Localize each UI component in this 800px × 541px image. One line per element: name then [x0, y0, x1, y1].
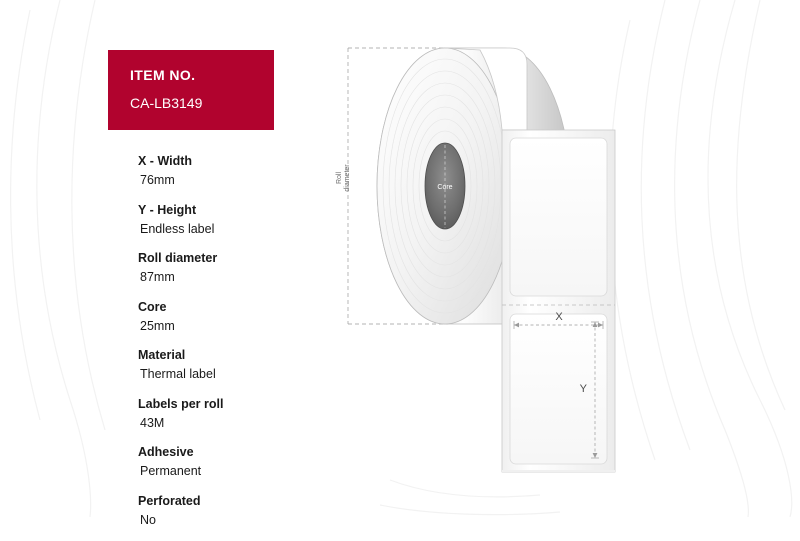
item-number-header: [108, 50, 274, 130]
label-roll-illustration: [330, 30, 660, 500]
spec-value: Permanent: [140, 464, 202, 478]
spec-term: X - Width: [138, 154, 193, 168]
spec-value: Thermal label: [140, 367, 216, 381]
spec-term: Adhesive: [138, 445, 194, 459]
spec-value: No: [140, 512, 156, 527]
spec-row: [138, 347, 338, 382]
spec-value: 43M: [140, 415, 165, 430]
spec-row: [138, 444, 338, 479]
core-caption: Core: [437, 184, 453, 191]
item-number-value: CA-LB3149: [130, 95, 203, 111]
spec-row: [138, 202, 338, 237]
spec-row: [138, 493, 338, 528]
spec-row: [138, 153, 338, 188]
spec-value: Endless label: [140, 221, 215, 236]
spec-value: 25mm: [140, 318, 175, 333]
spec-term: Perforated: [138, 493, 201, 508]
specification-list: [138, 153, 338, 541]
spec-term: Material: [138, 348, 186, 362]
spec-row: [138, 250, 338, 285]
spec-term: Core: [138, 299, 167, 314]
roll-diameter-caption-line2: diameter: [344, 164, 351, 192]
spec-term: Labels per roll: [138, 396, 224, 411]
spec-row: [138, 396, 338, 431]
spec-term: Roll diameter: [138, 251, 218, 265]
label-face-lower: [510, 314, 607, 464]
spec-value: 76mm: [140, 173, 175, 187]
spec-term: Y - Height: [138, 202, 197, 217]
x-dimension-label: X: [555, 311, 563, 323]
roll-diameter-caption-line1: Roll: [336, 171, 343, 185]
spec-value: 87mm: [140, 270, 175, 284]
y-dimension-label: Y: [579, 383, 587, 395]
item-number-label: ITEM NO.: [130, 67, 196, 83]
spec-row: [138, 299, 338, 334]
label-face-upper: [510, 138, 607, 296]
